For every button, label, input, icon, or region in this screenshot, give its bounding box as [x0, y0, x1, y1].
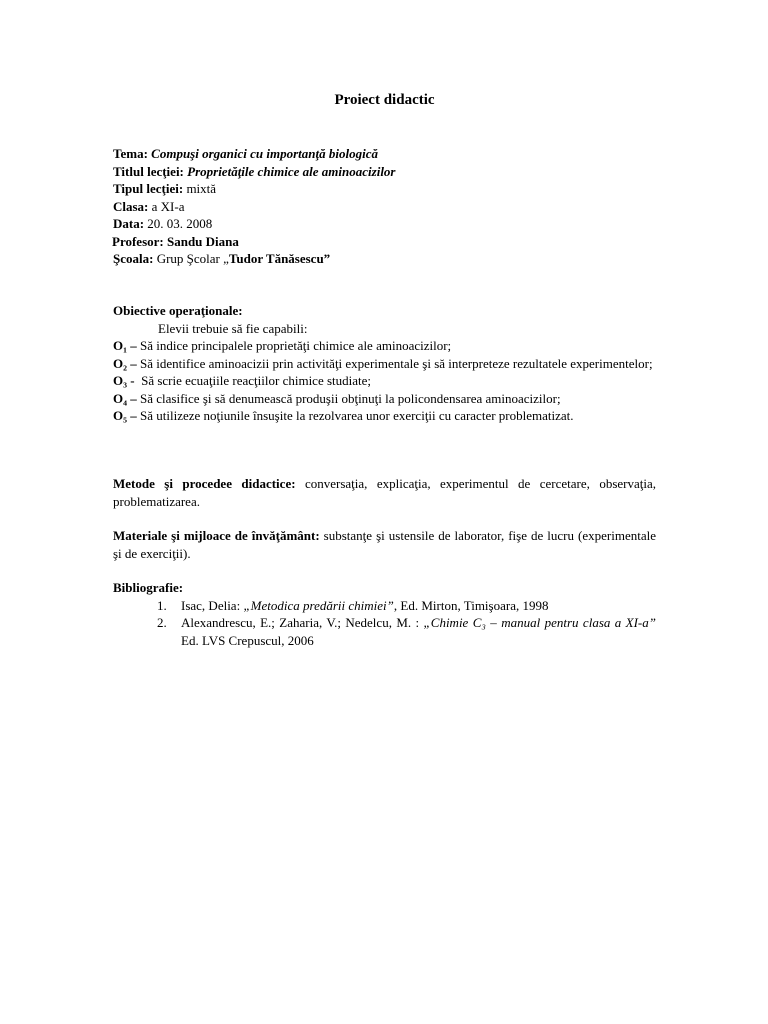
tema-line: [113, 145, 656, 163]
objectives-heading: Obiective operaţionale:: [113, 303, 243, 318]
objective-code: O₁ –: [113, 338, 137, 353]
data-line: [113, 215, 656, 233]
bibliography-book-title: „Chimie C₃ – manual pentru clasa a XI-a”: [423, 615, 656, 630]
objective-o3: [113, 372, 656, 390]
titlul-value: Proprietăţile chimice ale aminoacizilor: [187, 163, 396, 179]
bibliography-item: [157, 614, 656, 649]
scoala-value-name: Tudor Tănăsescu”: [228, 251, 331, 266]
lesson-header: [113, 145, 656, 268]
objective-text: Să scrie ecuaţiile reacţiilor chimice studiate;: [134, 373, 372, 388]
objective-o2: [113, 355, 656, 373]
objective-code: O₂ –: [113, 355, 137, 371]
bibliography-heading: Bibliografie:: [113, 580, 184, 595]
document-title: Proiect didactic: [334, 92, 435, 108]
bibliography-book-title: „Metodica predării chimiei”: [243, 597, 394, 613]
scoala-line: [113, 250, 656, 268]
bibliography-section: [113, 579, 656, 649]
objective-code: O₄ –: [113, 390, 137, 406]
bibliography-number: 1.: [157, 597, 167, 613]
objective-o4: [113, 390, 656, 408]
materials-section: [113, 527, 656, 562]
methods-label: Metode şi procedee didactice:: [113, 476, 296, 491]
objective-o5: [113, 407, 656, 425]
data-label: Data:: [113, 216, 145, 231]
methods-text: conversaţia, explicaţia, experimentul de cercetare, observaţia, problematizarea.: [113, 476, 656, 509]
titlul-line: [113, 163, 656, 181]
objectives-section: [113, 302, 656, 425]
objective-code: O₅ –: [113, 408, 137, 423]
bibliography-item: [157, 597, 656, 615]
objective-code: O₃ -: [113, 373, 135, 388]
clasa-label: Clasa:: [113, 198, 149, 214]
materials-text: substanţe şi ustensile de laborator, fişe de lucru (experimentale şi de exerciţii).: [113, 528, 656, 561]
clasa-value: a XI-a: [151, 198, 185, 214]
bibliography-publisher: , Ed. Mirton, Timişoara, 1998: [393, 597, 549, 613]
objective-text: Să utilizeze noţiunile însuşite la rezolvarea unor exerciţii cu caracter problematizat.: [136, 408, 574, 423]
titlul-label: Titlul lecţiei:: [113, 163, 184, 179]
objective-text: Să identifice aminoacizii prin activităţi experimentale şi să interpreteze rezultatele experimentelor;: [136, 355, 653, 371]
tema-label: Tema:: [113, 146, 148, 161]
bibliography-author: Alexandrescu, E.; Zaharia, V.; Nedelcu, M. :: [181, 615, 424, 630]
profesor-value: Sandu Diana: [166, 233, 239, 249]
tipul-value: mixtă: [186, 181, 217, 196]
data-value: 20. 03. 2008: [147, 216, 213, 231]
materials-label: Materiale şi mijloace de învăţământ:: [113, 528, 320, 543]
objective-o1: [113, 337, 656, 355]
scoala-label: Şcoala:: [113, 251, 154, 266]
objectives-intro: Elevii trebuie să fie capabili:: [158, 320, 308, 336]
scoala-value: Grup Şcolar „: [156, 251, 229, 266]
tipul-line: [113, 180, 656, 198]
methods-section: [113, 475, 656, 510]
tipul-label: Tipul lecţiei:: [113, 181, 184, 196]
bibliography-author: Isac, Delia:: [181, 597, 244, 613]
tema-value: Compuşi organici cu importanţă biologică: [151, 146, 378, 161]
profesor-line: [112, 233, 656, 251]
bibliography-publisher: Ed. LVS Crepuscul, 2006: [181, 632, 314, 648]
objective-text: Să clasifice şi să denumească produşii obţinuţi la policondensarea aminoacizilor;: [136, 390, 561, 406]
objective-text: Să indice principalele proprietăţi chimice ale aminoacizilor;: [136, 338, 452, 353]
bibliography-number: 2.: [157, 615, 167, 630]
bibliography-list: [113, 597, 656, 650]
profesor-label: Profesor:: [112, 233, 164, 249]
clasa-line: [113, 198, 656, 216]
